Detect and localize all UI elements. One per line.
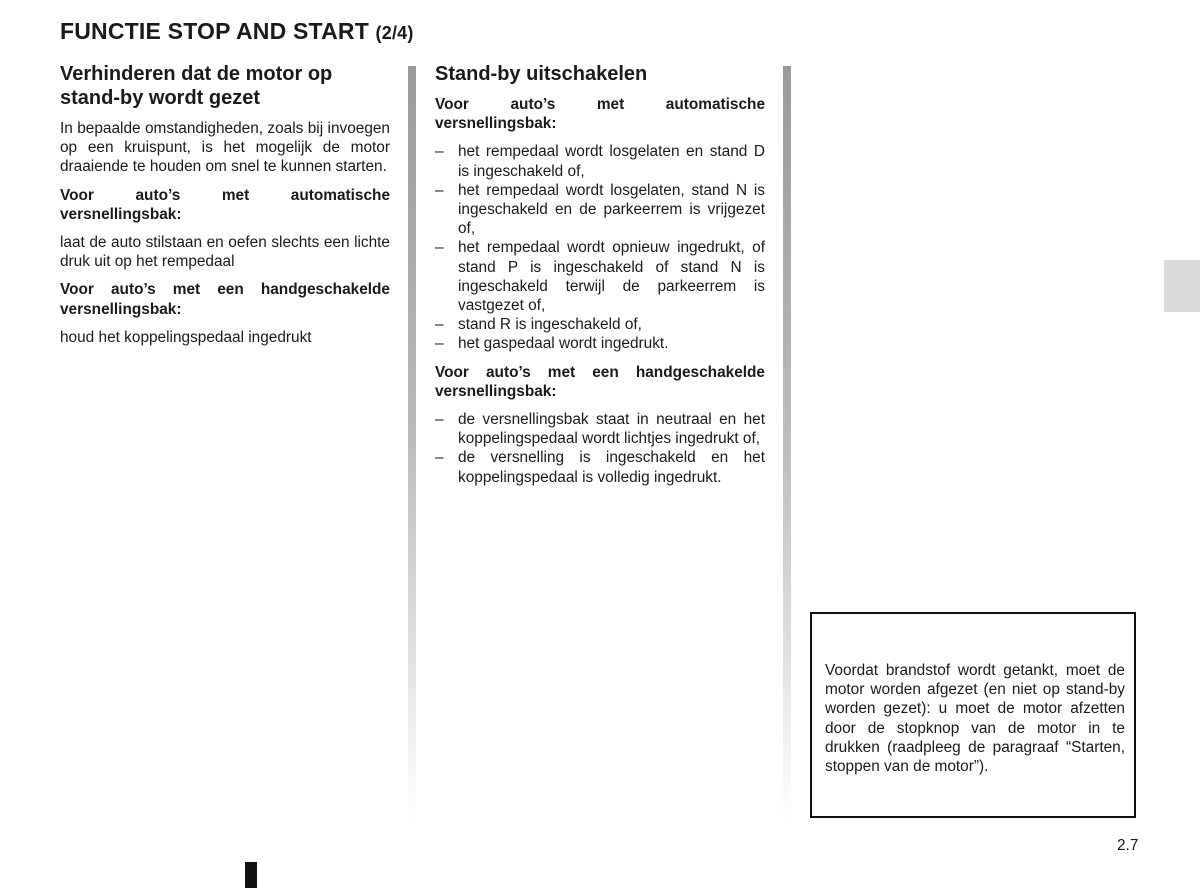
list-item: – het gaspedaal wordt ingedrukt. <box>435 334 765 353</box>
page-title <box>60 18 414 45</box>
page-number: 2.7 <box>1117 837 1139 854</box>
left-automatic-label: Voor auto’s met automatische versnellingsbak: <box>60 186 390 223</box>
middle-automatic-label: Voor auto’s met automatische versnellingsbak: <box>435 96 765 133</box>
left-manual-text: houd het koppelingspedaal ingedrukt <box>60 328 312 346</box>
column-divider-right <box>783 66 791 821</box>
chapter-thumb-tab <box>1164 260 1200 312</box>
list-item: – stand R is ingeschakeld of, <box>435 315 765 334</box>
list-item: – het rempedaal wordt losgelaten, stand N is ingeschakeld en de parkeerrem is vrijgezet of, <box>435 181 765 239</box>
automatic-list <box>435 142 765 353</box>
left-intro: In bepaalde omstandigheden, zoals bij invoegen op een kruispunt, is het mogelijk de motor draaiende te houden om snel te kunnen starten. <box>60 120 390 176</box>
left-automatic-text: laat de auto stilstaan en oefen slechts een lichte druk uit op het rempedaal <box>60 234 390 271</box>
note-box <box>810 612 1136 818</box>
manual-list <box>435 410 765 487</box>
middle-column <box>435 62 765 496</box>
left-heading: Verhinderen dat de motor op stand-by wordt gezet <box>60 63 333 109</box>
list-item: – de versnellingsbak staat in neutraal en het koppelingspedaal wordt lichtjes ingedrukt of, <box>435 410 765 448</box>
column-divider-left <box>408 66 416 821</box>
middle-manual-label: Voor auto’s met een handgeschakelde versnellingsbak: <box>435 363 765 400</box>
list-item: – het rempedaal wordt losgelaten en stand D is ingeschakeld of, <box>435 142 765 180</box>
list-item: – het rempedaal wordt opnieuw ingedrukt, of stand P is ingeschakeld of stand N is ingeschakeld terwijl de parkeerrem is vastgezet of, <box>435 238 765 315</box>
crop-mark <box>245 862 257 888</box>
page-title-part: (2/4) <box>375 23 414 43</box>
page-title-text: FUNCTIE STOP AND START <box>60 18 369 44</box>
left-manual-label: Voor auto’s met een handgeschakelde versnellingsbak: <box>60 281 390 318</box>
note-text: Voordat brandstof wordt getankt, moet de motor worden afgezet (en niet op stand-by worden gezet): u moet de motor afzetten door de stopknop van de motor in te drukken (raadpleeg de paragraaf “Starten, stoppen van de motor”). <box>825 662 1125 776</box>
list-item: – de versnelling is ingeschakeld en het koppelingspedaal is volledig ingedrukt. <box>435 448 765 486</box>
middle-heading: Stand-by uitschakelen <box>435 63 648 85</box>
left-column <box>60 62 390 356</box>
